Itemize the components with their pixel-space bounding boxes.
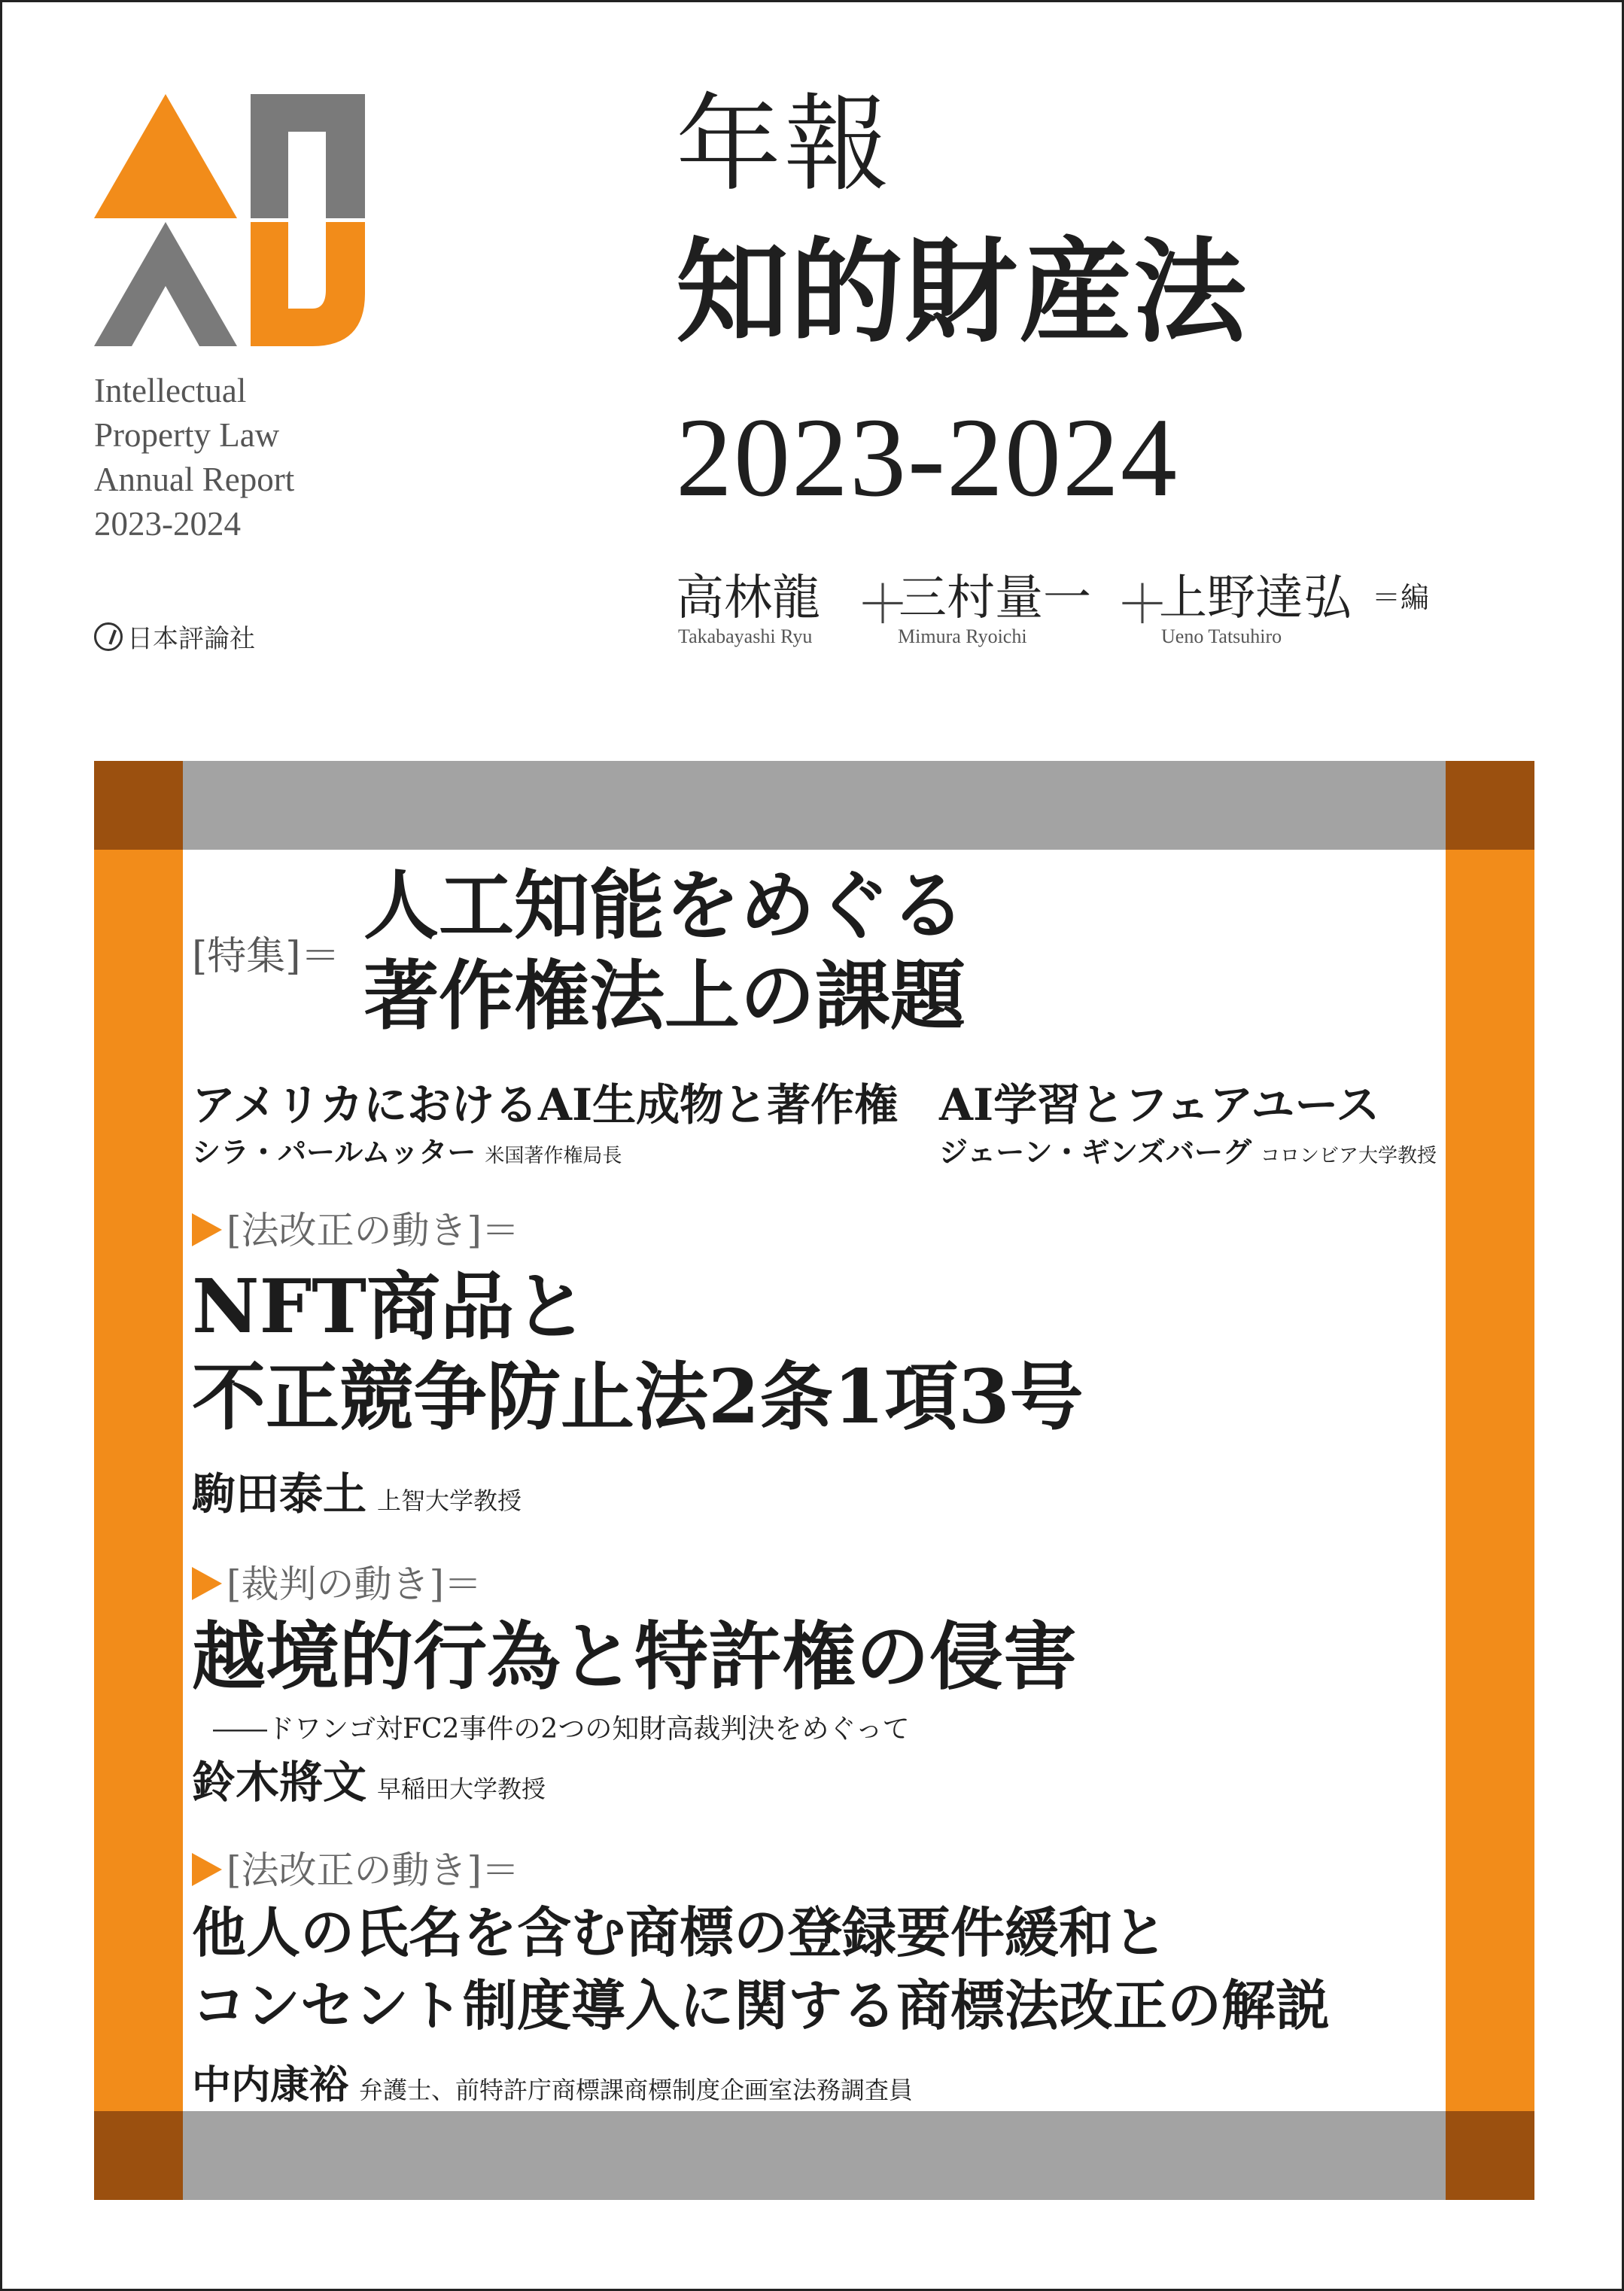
publisher (94, 618, 255, 655)
section-label-text: [法改正の動き]＝ (227, 1848, 520, 1892)
author-affiliation: 上智大学教授 (377, 1486, 522, 1515)
section-byline (192, 1747, 546, 1810)
author-name: 鈴木將文 (192, 1757, 367, 1808)
section-label (192, 1200, 519, 1255)
section-subtitle: ――ドワンゴ対FC2事件の2つの知財高裁判決をめぐって (213, 1714, 910, 1745)
section-title-line: 他人の氏名を含む商標の登録要件緩和と (192, 1900, 1168, 1964)
author-name: ジェーン・ギンズバーグ (939, 1136, 1251, 1169)
section-label-text: [裁判の動き]＝ (227, 1562, 482, 1606)
feature-article-byline (939, 1129, 1437, 1170)
author-affiliation: コロンビア大学教授 (1260, 1145, 1437, 1167)
frame-left-bar (94, 761, 183, 2200)
series-english-title (94, 369, 294, 546)
section-byline (192, 2053, 913, 2110)
logo-gray-block (251, 94, 365, 218)
section-title-line: コンセント制度導入に関する商標法改正の解説 (192, 1973, 1331, 2037)
feature-label: [特集]＝ (192, 934, 340, 979)
logo-gray-chevron (94, 222, 237, 346)
frame-corner (94, 2111, 183, 2200)
logo-orange-d (251, 222, 365, 346)
editor-separator: ＋ (1116, 574, 1169, 635)
editor-name: 上野達弘 (1159, 570, 1352, 626)
triangle-marker-icon (192, 1853, 222, 1886)
frame-corner (1446, 761, 1534, 850)
feature-article-title: アメリカにおけるAI生成物と著作権 (192, 1079, 899, 1130)
editor-romanized: Ueno Tatsuhiro (1161, 625, 1282, 647)
publisher-name: 日本評論社 (127, 624, 255, 654)
triangle-marker-icon (192, 1213, 222, 1246)
frame-top-bar (94, 761, 1534, 850)
editor-romanized: Takabayashi Ryu (678, 625, 813, 647)
editor-suffix: ＝編 (1372, 581, 1430, 614)
title-line-2: 知的財産法 (676, 226, 1248, 358)
series-en-line: Annual Report (94, 461, 295, 498)
feature-title-line: 人工知能をめぐる (363, 861, 966, 950)
section-byline (192, 1459, 522, 1522)
series-en-line: Property Law (94, 416, 280, 454)
section-label (192, 1840, 519, 1894)
editor-romanized: Mimura Ryoichi (898, 625, 1027, 647)
editor-name: 高林龍 (676, 570, 820, 626)
frame-corner (1446, 2111, 1534, 2200)
series-en-line: Intellectual (94, 372, 247, 409)
section-title-line: NFT商品と (192, 1264, 588, 1350)
author-affiliation: 米国著作権局長 (485, 1145, 622, 1167)
author-name: 中内康裕 (192, 2063, 349, 2108)
section-title-line: 不正競争防止法2条1項3号 (192, 1354, 1084, 1441)
author-affiliation: 早稲田大学教授 (377, 1775, 546, 1803)
add-logo (94, 94, 365, 346)
author-name: 駒田泰土 (192, 1468, 367, 1520)
frame-right-bar (1446, 761, 1534, 2200)
section-label-text: [法改正の動き]＝ (227, 1209, 520, 1252)
logo-orange-triangle (94, 94, 237, 218)
frame-bottom-bar (94, 2111, 1534, 2200)
section-label (192, 1554, 482, 1608)
title-line-1: 年報 (676, 84, 893, 206)
editor-name: 三村量一 (899, 570, 1091, 626)
series-en-line: 2023-2024 (94, 505, 241, 543)
author-name: シラ・パールムッター (192, 1136, 476, 1169)
feature-title-line: 著作権法上の課題 (363, 951, 966, 1040)
editor-separator: ＋ (856, 574, 909, 635)
feature-article-title: AI学習とフェアユース (939, 1079, 1380, 1130)
section-title-line: 越境的行為と特許権の侵害 (192, 1614, 1078, 1700)
title-year: 2023-2024 (676, 395, 1178, 520)
frame-corner (94, 761, 183, 850)
author-affiliation: 弁護士、前特許庁商標課商標制度企画室法務調査員 (359, 2076, 914, 2104)
publisher-logo-icon (94, 622, 123, 651)
feature-article-byline (192, 1129, 622, 1170)
triangle-marker-icon (192, 1567, 222, 1600)
